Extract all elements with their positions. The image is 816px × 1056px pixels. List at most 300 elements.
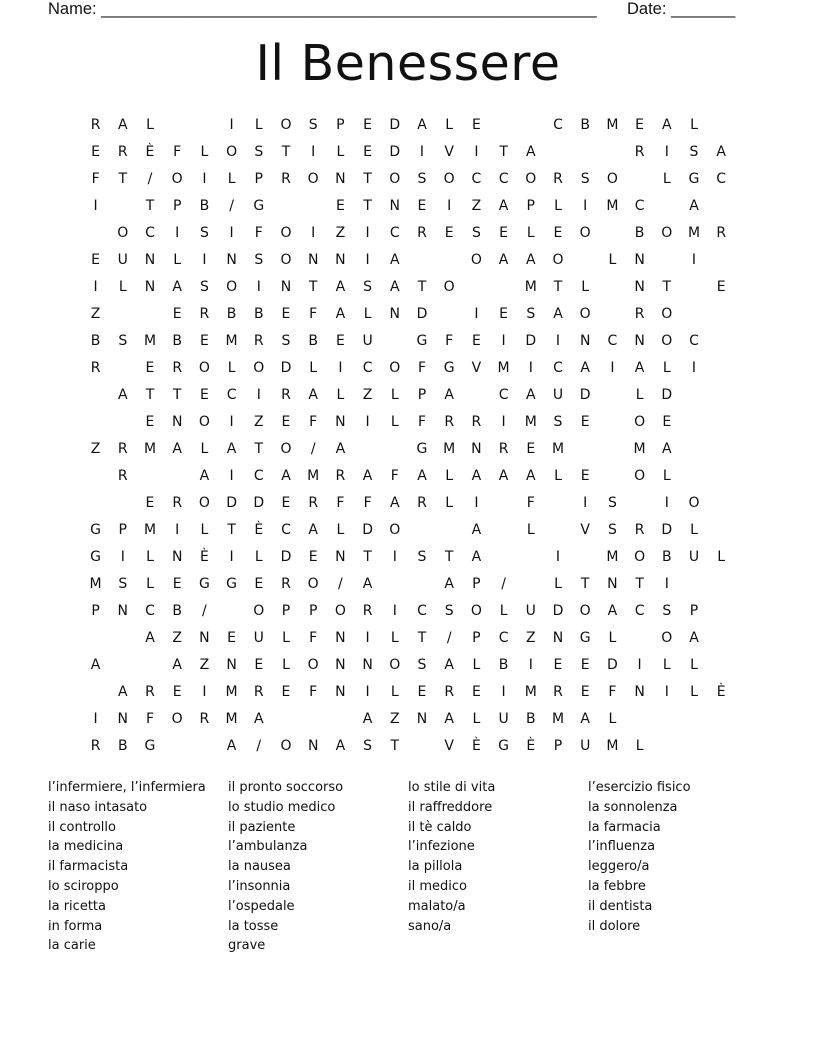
grid-letter[interactable]: Z	[471, 198, 482, 214]
grid-letter[interactable]: I	[93, 711, 98, 727]
grid-letter[interactable]: O	[171, 171, 183, 187]
grid-letter[interactable]: L	[554, 198, 562, 214]
grid-letter[interactable]: S	[662, 603, 672, 619]
grid-letter[interactable]: R	[253, 333, 264, 349]
grid-letter[interactable]: O	[198, 360, 210, 376]
grid-letter[interactable]: A	[525, 387, 536, 403]
grid-letter[interactable]: L	[200, 522, 209, 538]
grid-letter[interactable]: D	[525, 333, 537, 349]
grid-letter[interactable]: D	[579, 387, 591, 403]
grid-letter[interactable]: L	[662, 171, 671, 187]
grid-letter[interactable]: A	[498, 252, 509, 268]
grid-letter[interactable]: M	[143, 333, 157, 349]
grid-letter[interactable]: T	[281, 144, 291, 160]
grid-letter[interactable]: N	[579, 333, 591, 349]
grid-letter[interactable]: L	[200, 441, 209, 457]
grid-letter[interactable]: E	[363, 117, 373, 133]
grid-letter[interactable]: R	[417, 495, 427, 511]
grid-letter[interactable]: B	[90, 333, 101, 349]
grid-letter[interactable]: L	[390, 387, 399, 403]
grid-letter[interactable]: A	[471, 468, 482, 484]
grid-letter[interactable]: U	[362, 333, 373, 349]
grid-letter[interactable]: M	[606, 117, 619, 133]
grid-letter[interactable]: T	[363, 198, 372, 214]
grid-letter[interactable]: A	[199, 468, 210, 484]
grid-letter[interactable]: O	[171, 711, 183, 727]
grid-letter[interactable]: O	[198, 414, 210, 430]
grid-letter[interactable]: B	[308, 333, 318, 349]
grid-letter[interactable]: C	[253, 468, 264, 484]
grid-letter[interactable]: R	[498, 441, 509, 457]
grid-letter[interactable]: L	[526, 225, 535, 241]
grid-letter[interactable]: I	[365, 252, 370, 268]
grid-letter[interactable]: A	[689, 198, 699, 214]
grid-letter[interactable]: A	[661, 117, 672, 133]
grid-letter[interactable]: M	[497, 360, 510, 376]
grid-letter[interactable]: S	[417, 549, 427, 565]
grid-letter[interactable]: L	[608, 630, 617, 646]
grid-letter[interactable]: /	[229, 198, 234, 214]
grid-letter[interactable]: A	[689, 630, 699, 646]
grid-letter[interactable]: /	[202, 603, 207, 619]
grid-letter[interactable]: U	[552, 387, 564, 403]
grid-letter[interactable]: I	[447, 198, 452, 214]
grid-letter[interactable]: I	[528, 657, 533, 673]
grid-letter[interactable]: A	[389, 495, 400, 511]
grid-letter[interactable]: E	[471, 117, 481, 133]
grid-letter[interactable]: M	[307, 468, 320, 484]
grid-letter[interactable]: A	[716, 144, 726, 160]
grid-letter[interactable]: L	[227, 171, 236, 187]
grid-letter[interactable]: A	[117, 387, 128, 403]
grid-letter[interactable]: N	[634, 684, 645, 700]
grid-letter[interactable]: M	[225, 711, 238, 727]
grid-letter[interactable]: F	[390, 468, 399, 484]
grid-letter[interactable]: L	[662, 657, 671, 673]
grid-letter[interactable]: E	[145, 414, 155, 430]
grid-letter[interactable]: F	[417, 414, 427, 430]
grid-letter[interactable]: A	[335, 441, 346, 457]
grid-letter[interactable]: O	[579, 306, 591, 322]
grid-letter[interactable]: I	[365, 684, 370, 700]
grid-letter[interactable]: Z	[199, 657, 210, 673]
grid-letter[interactable]: T	[227, 522, 236, 538]
grid-letter[interactable]: F	[309, 414, 318, 430]
grid-letter[interactable]: L	[146, 576, 154, 592]
grid-letter[interactable]: N	[416, 711, 428, 727]
grid-letter[interactable]: O	[634, 549, 646, 565]
grid-letter[interactable]: O	[661, 333, 673, 349]
grid-letter[interactable]: C	[634, 198, 645, 214]
grid-letter[interactable]: S	[471, 225, 481, 241]
grid-letter[interactable]: I	[256, 279, 261, 295]
grid-letter[interactable]: S	[444, 603, 454, 619]
grid-letter[interactable]: R	[281, 576, 291, 592]
grid-letter[interactable]: U	[580, 738, 591, 754]
grid-letter[interactable]: I	[392, 603, 397, 619]
grid-letter[interactable]: L	[282, 630, 290, 646]
grid-letter[interactable]: O	[253, 360, 265, 376]
grid-letter[interactable]: M	[143, 522, 157, 538]
grid-letter[interactable]: N	[362, 657, 373, 673]
grid-letter[interactable]: I	[664, 576, 669, 592]
grid-letter[interactable]: N	[307, 252, 319, 268]
grid-letter[interactable]: U	[253, 630, 264, 646]
grid-letter[interactable]: I	[93, 198, 98, 214]
grid-letter[interactable]: P	[336, 117, 345, 133]
grid-letter[interactable]: I	[175, 522, 180, 538]
grid-letter[interactable]: Z	[172, 630, 182, 646]
grid-letter[interactable]: G	[198, 576, 210, 592]
grid-letter[interactable]: I	[501, 414, 506, 430]
grid-letter[interactable]: I	[583, 198, 588, 214]
grid-letter[interactable]: N	[634, 333, 645, 349]
grid-letter[interactable]: A	[90, 657, 101, 673]
grid-letter[interactable]: A	[580, 360, 590, 376]
grid-letter[interactable]: I	[583, 495, 588, 511]
grid-letter[interactable]: O	[280, 252, 292, 268]
grid-letter[interactable]: I	[120, 549, 125, 565]
grid-letter[interactable]: Z	[389, 711, 400, 727]
grid-letter[interactable]: R	[444, 414, 455, 430]
grid-letter[interactable]: A	[525, 144, 536, 160]
grid-letter[interactable]: N	[634, 279, 645, 295]
grid-letter[interactable]: M	[606, 738, 619, 754]
grid-letter[interactable]: R	[145, 684, 155, 700]
grid-letter[interactable]: Z	[525, 630, 536, 646]
grid-letter[interactable]: M	[443, 441, 456, 457]
grid-letter[interactable]: A	[498, 198, 509, 214]
grid-letter[interactable]: O	[634, 414, 646, 430]
grid-letter[interactable]: B	[117, 738, 128, 754]
grid-letter[interactable]: L	[309, 360, 318, 376]
grid-letter[interactable]: D	[389, 117, 401, 133]
grid-letter[interactable]: O	[307, 171, 319, 187]
grid-letter[interactable]: R	[281, 171, 291, 187]
grid-letter[interactable]: S	[308, 117, 318, 133]
grid-letter[interactable]: I	[229, 468, 234, 484]
grid-letter[interactable]: C	[145, 225, 155, 241]
grid-letter[interactable]: /	[501, 576, 506, 592]
grid-letter[interactable]: R	[253, 684, 264, 700]
grid-letter[interactable]: M	[524, 684, 537, 700]
grid-letter[interactable]: O	[552, 252, 564, 268]
grid-letter[interactable]: N	[117, 711, 129, 727]
grid-letter[interactable]: R	[471, 414, 482, 430]
grid-letter[interactable]: E	[499, 225, 509, 241]
grid-letter[interactable]: A	[308, 387, 318, 403]
grid-letter[interactable]: I	[338, 360, 343, 376]
grid-letter[interactable]: R	[553, 171, 563, 187]
grid-letter[interactable]: B	[226, 306, 237, 322]
grid-letter[interactable]: G	[416, 333, 428, 349]
grid-letter[interactable]: R	[117, 441, 128, 457]
grid-letter[interactable]: P	[308, 603, 318, 619]
grid-letter[interactable]: A	[308, 522, 318, 538]
grid-letter[interactable]: A	[498, 468, 509, 484]
grid-letter[interactable]: N	[280, 279, 292, 295]
grid-letter[interactable]: O	[280, 441, 292, 457]
grid-letter[interactable]: C	[634, 603, 645, 619]
grid-letter[interactable]: A	[444, 387, 454, 403]
grid-letter[interactable]: A	[172, 279, 182, 295]
grid-letter[interactable]: T	[363, 549, 372, 565]
grid-letter[interactable]: N	[634, 252, 645, 268]
grid-letter[interactable]: /	[256, 738, 262, 754]
grid-letter[interactable]: F	[608, 684, 617, 700]
grid-letter[interactable]: N	[117, 603, 129, 619]
grid-letter[interactable]: I	[365, 414, 370, 430]
grid-letter[interactable]: G	[579, 630, 591, 646]
grid-letter[interactable]: I	[664, 495, 669, 511]
grid-letter[interactable]: R	[634, 522, 645, 538]
grid-letter[interactable]: R	[117, 468, 128, 484]
grid-letter[interactable]: D	[607, 657, 618, 673]
grid-letter[interactable]: V	[444, 738, 454, 754]
grid-letter[interactable]: A	[226, 441, 237, 457]
grid-letter[interactable]: L	[118, 279, 127, 295]
grid-letter[interactable]: E	[417, 684, 427, 700]
grid-letter[interactable]: L	[662, 468, 671, 484]
grid-letter[interactable]: D	[280, 360, 292, 376]
grid-letter[interactable]: O	[226, 279, 238, 295]
grid-letter[interactable]: E	[526, 441, 536, 457]
grid-letter[interactable]: T	[417, 279, 427, 295]
grid-letter[interactable]: A	[117, 117, 128, 133]
grid-letter[interactable]: L	[472, 657, 481, 673]
grid-letter[interactable]: P	[417, 387, 427, 403]
grid-letter[interactable]: /	[446, 630, 452, 646]
grid-letter[interactable]: O	[253, 603, 265, 619]
grid-letter[interactable]: I	[474, 144, 479, 160]
grid-letter[interactable]: P	[472, 630, 481, 646]
grid-letter[interactable]: L	[554, 576, 562, 592]
grid-letter[interactable]: I	[229, 549, 234, 565]
grid-letter[interactable]: T	[363, 171, 372, 187]
grid-letter[interactable]: P	[472, 576, 481, 592]
grid-letter[interactable]: S	[254, 144, 264, 160]
grid-letter[interactable]: Z	[90, 306, 101, 322]
grid-letter[interactable]: B	[172, 603, 182, 619]
grid-letter[interactable]: I	[501, 333, 506, 349]
grid-letter[interactable]: M	[606, 549, 619, 565]
grid-letter[interactable]: F	[336, 495, 345, 511]
grid-letter[interactable]: I	[637, 657, 642, 673]
grid-letter[interactable]: I	[474, 495, 479, 511]
grid-letter[interactable]: Z	[253, 414, 264, 430]
grid-letter[interactable]: L	[390, 630, 399, 646]
grid-letter[interactable]: E	[716, 279, 726, 295]
grid-letter[interactable]: M	[225, 684, 238, 700]
grid-letter[interactable]: D	[280, 549, 292, 565]
grid-letter[interactable]: L	[363, 306, 372, 322]
grid-letter[interactable]: E	[199, 333, 209, 349]
grid-letter[interactable]: S	[526, 306, 536, 322]
grid-letter[interactable]: A	[335, 279, 346, 295]
grid-letter[interactable]: S	[199, 279, 209, 295]
grid-letter[interactable]: E	[635, 117, 645, 133]
grid-letter[interactable]: B	[498, 657, 509, 673]
grid-letter[interactable]: L	[635, 387, 644, 403]
grid-letter[interactable]: C	[362, 360, 373, 376]
grid-letter[interactable]: R	[199, 711, 210, 727]
grid-letter[interactable]: R	[634, 306, 645, 322]
grid-letter[interactable]: E	[281, 684, 291, 700]
grid-letter[interactable]: O	[579, 603, 591, 619]
grid-letter[interactable]: D	[661, 522, 673, 538]
grid-letter[interactable]: E	[471, 684, 481, 700]
grid-letter[interactable]: O	[280, 117, 292, 133]
grid-letter[interactable]: B	[172, 333, 182, 349]
grid-letter[interactable]: A	[172, 657, 182, 673]
grid-letter[interactable]: M	[551, 711, 565, 727]
grid-letter[interactable]: E	[580, 657, 590, 673]
grid-letter[interactable]: N	[144, 252, 156, 268]
grid-letter[interactable]: E	[444, 225, 454, 241]
grid-letter[interactable]: E	[335, 333, 345, 349]
grid-letter[interactable]: E	[91, 252, 101, 268]
grid-letter[interactable]: O	[280, 738, 292, 754]
grid-letter[interactable]: E	[471, 333, 481, 349]
grid-letter[interactable]: G	[226, 576, 238, 592]
grid-letter[interactable]: A	[607, 603, 618, 619]
grid-letter[interactable]: R	[444, 684, 455, 700]
grid-letter[interactable]: I	[691, 252, 697, 268]
grid-letter[interactable]: O	[389, 360, 401, 376]
grid-letter[interactable]: R	[553, 684, 563, 700]
grid-letter[interactable]: S	[118, 333, 128, 349]
grid-letter[interactable]: T	[635, 576, 644, 592]
grid-letter[interactable]: G	[253, 198, 265, 214]
grid-letter[interactable]: O	[307, 576, 319, 592]
grid-letter[interactable]: E	[172, 576, 182, 592]
grid-letter[interactable]: N	[607, 576, 618, 592]
grid-letter[interactable]: T	[580, 576, 590, 592]
grid-letter[interactable]: L	[608, 252, 617, 268]
grid-letter[interactable]: C	[498, 630, 509, 646]
grid-letter[interactable]: S	[199, 225, 209, 241]
grid-letter[interactable]: P	[172, 198, 182, 214]
grid-letter[interactable]: N	[171, 549, 183, 565]
grid-letter[interactable]: T	[390, 738, 400, 754]
grid-letter[interactable]: A	[172, 441, 182, 457]
grid-letter[interactable]: I	[365, 630, 370, 646]
grid-letter[interactable]: T	[254, 441, 264, 457]
grid-letter[interactable]: P	[254, 171, 263, 187]
grid-letter[interactable]: L	[146, 117, 154, 133]
grid-letter[interactable]: C	[498, 171, 509, 187]
grid-letter[interactable]: N	[335, 630, 346, 646]
grid-letter[interactable]: N	[307, 738, 319, 754]
grid-letter[interactable]: M	[89, 576, 102, 592]
grid-letter[interactable]: O	[688, 495, 700, 511]
grid-letter[interactable]: A	[117, 684, 128, 700]
grid-letter[interactable]: E	[172, 306, 182, 322]
grid-letter[interactable]: O	[579, 225, 591, 241]
grid-letter[interactable]: I	[392, 549, 397, 565]
grid-letter[interactable]: N	[335, 414, 346, 430]
grid-letter[interactable]: F	[309, 630, 318, 646]
grid-letter[interactable]: E	[254, 657, 264, 673]
grid-letter[interactable]: /	[310, 441, 316, 457]
grid-letter[interactable]: T	[662, 279, 672, 295]
grid-letter[interactable]: U	[117, 252, 128, 268]
grid-letter[interactable]: R	[172, 495, 183, 511]
grid-letter[interactable]: E	[580, 684, 590, 700]
grid-letter[interactable]: E	[199, 387, 209, 403]
grid-letter[interactable]: V	[444, 144, 454, 160]
grid-letter[interactable]: S	[607, 522, 617, 538]
grid-letter[interactable]: I	[664, 684, 669, 700]
grid-letter[interactable]: R	[634, 144, 645, 160]
grid-letter[interactable]: I	[419, 144, 425, 160]
grid-letter[interactable]: R	[117, 144, 128, 160]
grid-letter[interactable]: E	[254, 576, 264, 592]
grid-letter[interactable]: O	[226, 144, 238, 160]
grid-letter[interactable]: È	[199, 549, 209, 565]
grid-letter[interactable]: I	[610, 360, 615, 376]
grid-letter[interactable]: O	[117, 225, 129, 241]
grid-letter[interactable]: A	[362, 711, 373, 727]
grid-letter[interactable]: L	[173, 252, 182, 268]
grid-letter[interactable]: O	[198, 495, 210, 511]
grid-letter[interactable]: O	[606, 171, 618, 187]
grid-letter[interactable]: A	[580, 711, 590, 727]
grid-letter[interactable]: L	[581, 279, 590, 295]
grid-letter[interactable]: N	[226, 252, 237, 268]
grid-letter[interactable]: N	[335, 684, 346, 700]
grid-letter[interactable]: L	[608, 711, 617, 727]
grid-letter[interactable]: E	[499, 306, 509, 322]
grid-letter[interactable]: R	[90, 360, 101, 376]
grid-letter[interactable]: L	[690, 522, 698, 538]
grid-letter[interactable]: L	[445, 117, 454, 133]
grid-letter[interactable]: E	[281, 495, 291, 511]
grid-letter[interactable]: E	[335, 198, 345, 214]
grid-letter[interactable]: M	[551, 441, 565, 457]
grid-letter[interactable]: S	[417, 657, 427, 673]
grid-letter[interactable]: F	[526, 495, 535, 511]
grid-letter[interactable]: B	[634, 225, 645, 241]
grid-letter[interactable]: O	[470, 252, 482, 268]
grid-letter[interactable]: Z	[90, 441, 101, 457]
grid-letter[interactable]: F	[417, 360, 427, 376]
grid-letter[interactable]: M	[633, 441, 646, 457]
grid-letter[interactable]: N	[171, 414, 183, 430]
grid-letter[interactable]: N	[144, 279, 156, 295]
grid-letter[interactable]: A	[417, 468, 427, 484]
grid-letter[interactable]: L	[390, 414, 399, 430]
grid-letter[interactable]: L	[690, 684, 698, 700]
grid-letter[interactable]: M	[524, 279, 537, 295]
grid-letter[interactable]: S	[580, 171, 590, 187]
grid-letter[interactable]: C	[553, 360, 563, 376]
grid-letter[interactable]: N	[335, 171, 346, 187]
grid-letter[interactable]: T	[145, 198, 155, 214]
grid-letter[interactable]: I	[691, 360, 697, 376]
grid-letter[interactable]: L	[635, 738, 644, 754]
grid-letter[interactable]: N	[552, 630, 564, 646]
grid-letter[interactable]: S	[281, 333, 291, 349]
grid-letter[interactable]: G	[498, 738, 510, 754]
grid-letter[interactable]: T	[308, 279, 318, 295]
grid-letter[interactable]: I	[528, 360, 533, 376]
grid-letter[interactable]: I	[229, 414, 234, 430]
grid-letter[interactable]: N	[335, 549, 346, 565]
grid-letter[interactable]: F	[145, 711, 155, 727]
grid-letter[interactable]: R	[362, 603, 373, 619]
grid-letter[interactable]: R	[308, 495, 319, 511]
